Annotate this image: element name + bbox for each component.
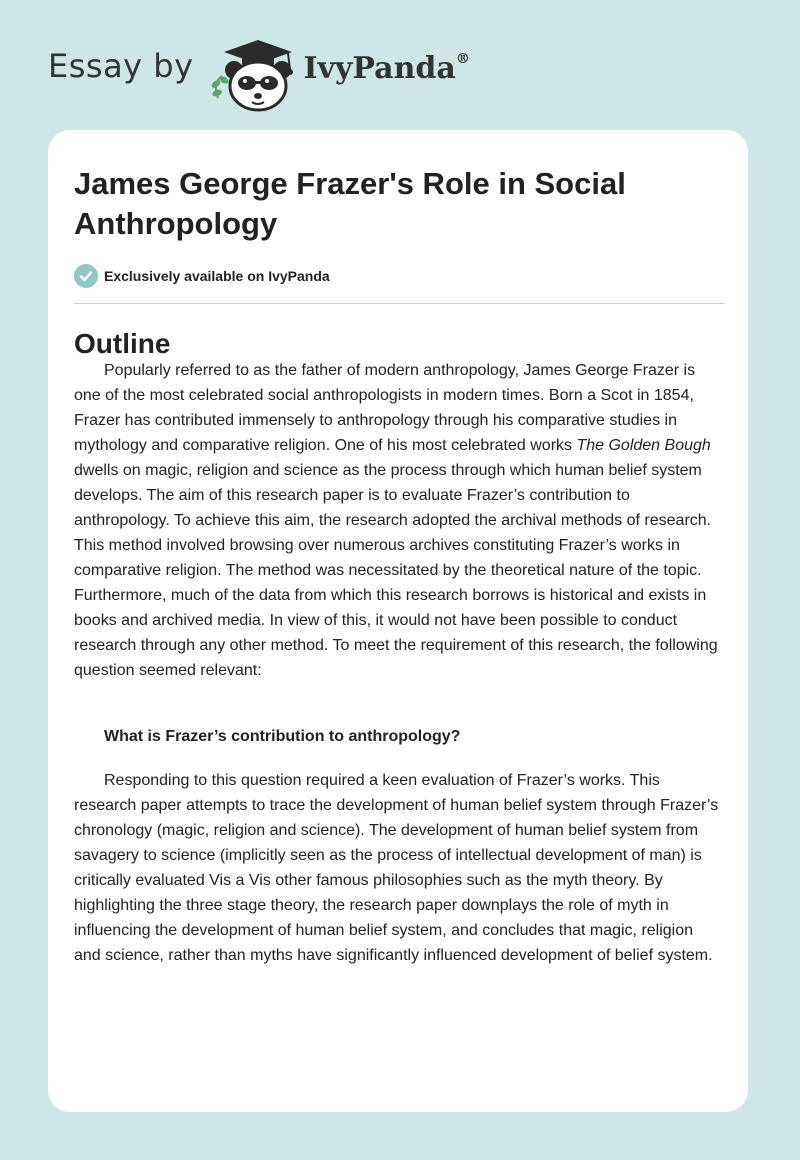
divider: [74, 303, 724, 304]
paragraph-1: Popularly referred to as the father of modern anthropology, James George Frazer is one of the most celebrated social anthropologists in modern times. Born a Scot in 1854, Frazer has contributed immensely to anthropology through his comparative studies in mythology and comparative religion. One of his most celebrated works The Golden Bough dwells on magic, religion and science as the process through which human belief system develops. The aim of this research paper is to evaluate Frazer’s contribution to anthropology. To achieve this aim, the research adopted the archival methods of research. This method involved browsing over numerous archives constituting Frazer’s works in comparative religion. The method was necessitated by the theoretical nature of the topic. Furthermore, much of the data from which this research borrows is historical and exists in books and archived media. In view of this, it would not have been possible to conduct research through any other method. To meet the requirement of this research, the following question seemed relevant:: [74, 362, 718, 679]
book-title: The Golden Bough: [576, 437, 711, 454]
check-circle-icon: [74, 264, 98, 288]
exclusive-label: Exclusively available on IvyPanda: [104, 268, 330, 284]
research-question: What is Frazer’s contribution to anthropology?: [104, 728, 461, 745]
section-heading: Outline: [74, 328, 171, 359]
ivypanda-brand[interactable]: IvyPanda®: [303, 50, 470, 86]
essay-by-label: Essay by: [48, 47, 194, 85]
page-title: James George Frazer's Role in Social Anthropology: [74, 166, 626, 241]
site-header: [48, 36, 470, 112]
essay-card: [48, 130, 748, 1112]
panda-graduate-icon[interactable]: [208, 36, 300, 112]
paragraph-2: Responding to this question required a keen evaluation of Frazer’s works. This research paper attempts to trace the development of human belief system through Frazer’s chronology (magic, religion and science). The development of human belief system from savagery to science (implicitly seen as the process of intellectual development of man) is critically evaluated Vis a Vis other famous philosophies such as the myth theory. By highlighting the three stage theory, the research paper downplays the role of myth in influencing the development of human belief system, and concludes that magic, religion and science, rather than myths have significantly influenced development of belief system.: [74, 772, 719, 964]
exclusive-badge: [74, 264, 330, 288]
